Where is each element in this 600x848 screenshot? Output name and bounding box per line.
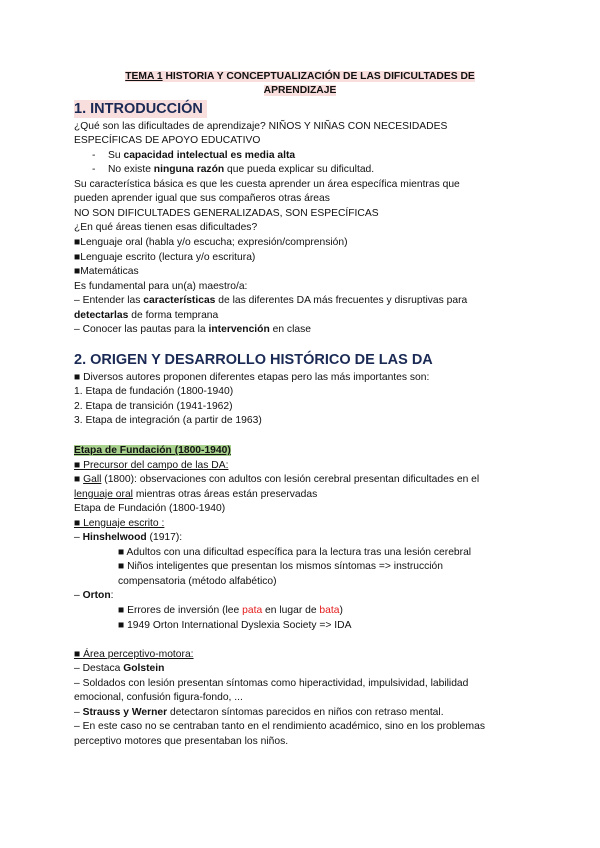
document-title — [74, 70, 526, 98]
perceptual-motor-heading: ■ Área perceptivo-motora: — [74, 649, 194, 660]
bullet-dash: - — [92, 150, 96, 161]
gall-line — [74, 473, 479, 487]
strauss-werner-text: detectaron síntomas parecidos en niños con retraso mental. — [167, 707, 444, 718]
section-2-heading: 2. ORIGEN Y DESARROLLO HISTÓRICO DE LAS DA — [74, 352, 433, 368]
foundation-heading — [74, 444, 231, 458]
last-line-2: perceptivo motores que presentaban los niños. — [74, 736, 289, 747]
orton-bullet-2: ■ 1949 Orton International Dyslexia Society => IDA — [118, 620, 352, 631]
hinshelwood-bullet-1: ■ Adultos con una dificultad específica para la lectura tras una lesión cerebral — [118, 547, 472, 558]
hinshelwood-bullet-2: ■ Niños inteligentes que presentan los mismos síntomas => instrucción — [118, 561, 444, 572]
bullet-capacity-bold: capacidad intelectual es media alta — [123, 150, 296, 161]
soldiers-line-2: emocional, confusión figura-fondo, ... — [74, 692, 243, 703]
dash-intervention-pre: – Conocer las pautas para la — [74, 324, 209, 335]
dash-intervention-post: en clase — [269, 324, 311, 335]
hinshelwood-line — [74, 531, 182, 545]
golstein-name: Golstein — [123, 663, 165, 674]
paragraph-areas-question: ¿En qué áreas tienen esas dificultades? — [74, 222, 258, 233]
dash-intervention — [74, 323, 311, 337]
dash-characteristics-post: de las diferentes DA más frecuentes y disruptivas para — [215, 295, 468, 306]
intro-question-cont: ESPECÍFICAS DE APOYO EDUCATIVO — [74, 135, 261, 146]
bullet-no-reason-pre: No existe — [108, 164, 154, 175]
paragraph-specific: NO SON DIFICULTADES GENERALIZADAS, SON ESPECÍFICAS — [74, 208, 379, 219]
strauss-werner-dash: – — [74, 707, 83, 718]
section-1-heading: 1. INTRODUCCIÓN — [74, 100, 207, 118]
stage-foundation: 1. Etapa de fundación (1800-1940) — [74, 386, 234, 397]
hinshelwood-bullet-2-cont: compensatoria (método alfabético) — [118, 576, 277, 587]
dash-characteristics — [74, 294, 467, 308]
soldiers-line: – Soldados con lesión presentan síntomas como hiperactividad, impulsividad, labilidad — [74, 678, 469, 689]
written-language-heading: ■ Lenguaje escrito : — [74, 518, 165, 529]
orton-bullet-1 — [118, 604, 343, 618]
gall-lenguaje-oral: lenguaje oral — [74, 489, 133, 500]
hinshelwood-name: Hinshelwood — [82, 532, 147, 543]
orton-word-pata: pata — [242, 605, 263, 616]
hinshelwood-dash: – — [74, 532, 83, 543]
orton-name: Orton — [82, 590, 111, 601]
area-math: ■Matemáticas — [74, 266, 139, 277]
gall-text: (1800): observaciones con adultos con lesión cerebral presentan dificultades en el — [101, 474, 480, 485]
hinshelwood-year: (1917): — [146, 532, 183, 543]
last-line: – En este caso no se centraban tanto en el rendimiento académico, sino en los problemas — [74, 721, 485, 732]
bullet-capacity-pre: Su — [108, 150, 124, 161]
orton-word-bata: bata — [319, 605, 340, 616]
title-line-2: APRENDIZAJE — [263, 85, 337, 96]
title-text: HISTORIA Y CONCEPTUALIZACIÓN DE LAS DIFICULTADES DE — [162, 71, 475, 82]
title-label: TEMA 1 — [125, 71, 163, 82]
paragraph-characteristic-cont: pueden aprender igual que sus compañeros otras áreas — [74, 193, 330, 204]
bullet-dash: - — [92, 164, 96, 175]
gall-line-2-text: mientras otras áreas están preservadas — [132, 489, 318, 500]
title-line-1 — [125, 71, 475, 82]
precursor: ■ Precursor del campo de las DA: — [74, 460, 229, 471]
section-2-intro: ■ Diversos autores proponen diferentes etapas pero las más importantes son: — [74, 372, 430, 383]
stage-integration: 3. Etapa de integración (a partir de 1963) — [74, 415, 262, 426]
bullet-no-reason-post: que pueda explicar su dificultad. — [224, 164, 375, 175]
stage-transition: 2. Etapa de transición (1941-1962) — [74, 401, 233, 412]
orton-dash: – — [74, 590, 83, 601]
orton-colon: : — [110, 590, 114, 601]
strauss-werner-line — [74, 706, 444, 720]
paragraph-characteristic: Su característica básica es que les cuesta aprender un área específica mientras que — [74, 179, 460, 190]
bullet-no-reason — [108, 163, 374, 177]
golstein-pre: – Destaca — [74, 663, 124, 674]
gall-square: ■ — [74, 474, 84, 485]
bullet-no-reason-bold: ninguna razón — [153, 164, 225, 175]
dash-detect — [74, 309, 218, 323]
dash-intervention-bold: intervención — [208, 324, 270, 335]
area-oral: ■Lenguaje oral (habla y/o escucha; expresión/comprensión) — [74, 237, 348, 248]
dash-detect-post: de forma temprana — [128, 310, 219, 321]
golstein-line — [74, 662, 164, 676]
intro-question: ¿Qué son las dificultades de aprendizaje? NIÑOS Y NIÑAS CON NECESIDADES — [74, 121, 448, 132]
paragraph-teacher: Es fundamental para un(a) maestro/a: — [74, 281, 248, 292]
area-written: ■Lenguaje escrito (lectura y/o escritura) — [74, 252, 256, 263]
gall-line-2 — [74, 488, 317, 502]
gall-name: Gall — [83, 474, 102, 485]
orton-bullet-1-post: ) — [339, 605, 343, 616]
dash-detect-bold: detectarlas — [74, 310, 129, 321]
dash-characteristics-pre: – Entender las — [74, 295, 144, 306]
orton-bullet-1-pre: ■ Errores de inversión (lee — [118, 605, 243, 616]
strauss-werner-name: Strauss y Werner — [82, 707, 168, 718]
foundation-heading-text: Etapa de Fundación (1800-1940) — [74, 445, 231, 456]
dash-characteristics-bold: características — [143, 295, 216, 306]
orton-line — [74, 589, 114, 603]
foundation-repeat: Etapa de Fundación (1800-1940) — [74, 503, 226, 514]
bullet-capacity — [108, 149, 295, 163]
orton-bullet-1-mid: en lugar de — [262, 605, 320, 616]
